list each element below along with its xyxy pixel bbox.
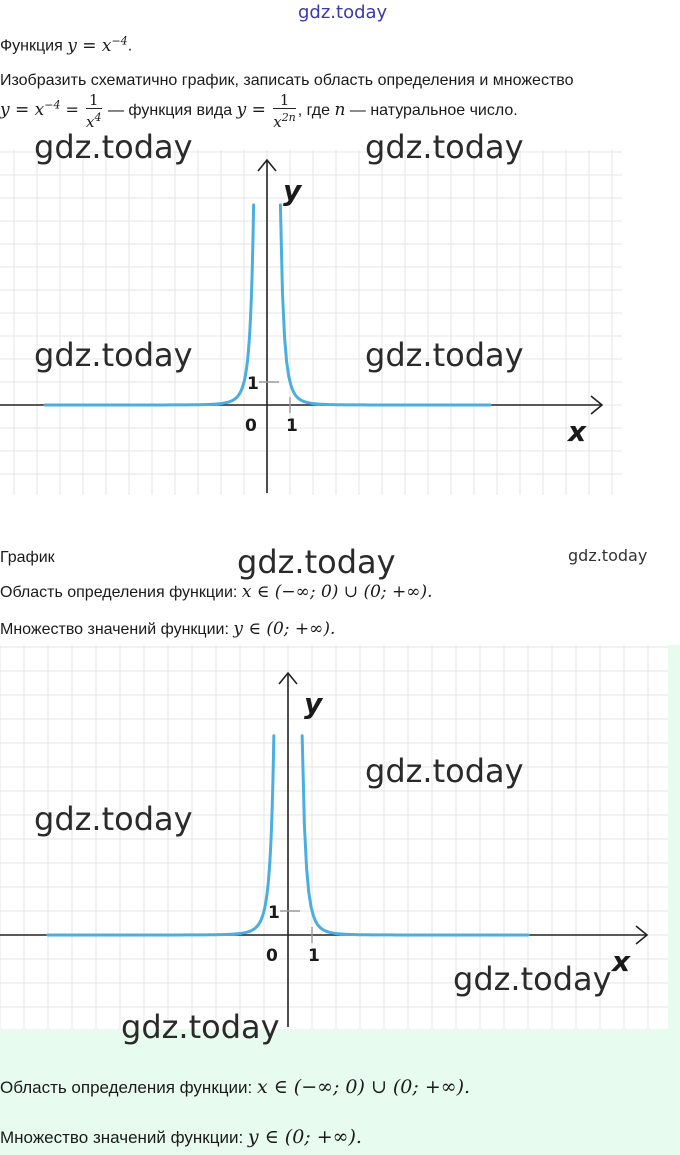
function-expression: $y = x^{-4}$ [67, 34, 128, 56]
range-label: Множество значений функции: [0, 1128, 248, 1147]
formula-tail-1: , где [297, 102, 335, 120]
watermark: gdz.today [121, 1008, 280, 1046]
function-prefix: Функция [0, 37, 63, 55]
y-axis-label: y [304, 687, 323, 720]
watermark: gdz.today [365, 336, 524, 374]
answer-domain-line [0, 1076, 470, 1098]
domain-math: x ∈ (−∞; 0) ∪ (0; +∞). [256, 1076, 471, 1098]
watermark: gdz.today [365, 752, 524, 790]
watermark: gdz.today [34, 128, 193, 166]
x-tick-label: 1 [286, 416, 298, 436]
domain-label: Область определения функции: [0, 584, 242, 601]
graph-1-svg [0, 150, 622, 495]
curve-right-branch [280, 205, 490, 405]
y-tick-label: 1 [247, 374, 259, 394]
watermark: gdz.today [237, 543, 396, 581]
fraction-1: $\frac{1}{x^4}$ [86, 91, 102, 131]
watermark: gdz.today [34, 336, 193, 374]
function-statement [0, 34, 132, 56]
origin-label: 0 [245, 416, 257, 436]
formula-line [0, 92, 518, 130]
answer-range-line [0, 1126, 362, 1148]
formula-mid: — функция вида [107, 102, 237, 120]
watermark-top: gdz.today [298, 2, 388, 23]
x-axis-label: x [612, 945, 631, 978]
y-axis-label: y [283, 174, 302, 207]
range-line [0, 619, 335, 639]
formula-left: $y = x^{-4}$ [0, 98, 61, 121]
watermark: gdz.today [365, 128, 524, 166]
function-end: . [127, 37, 133, 55]
fraction-2: $\frac{1}{x^{2n}}$ [273, 91, 296, 131]
task-text: Изобразить схематично график, записать область определения и множество [0, 72, 574, 89]
graph-1 [0, 150, 622, 495]
formula-n: n [334, 100, 346, 121]
formula-tail-2: — натуральное число. [345, 102, 518, 120]
curve-left-branch [45, 205, 254, 405]
origin-label: 0 [266, 946, 278, 966]
y-tick-label: 1 [268, 903, 280, 923]
domain-math: x ∈ (−∞; 0) ∪ (0; +∞). [241, 582, 433, 602]
formula-eq: = [60, 100, 85, 120]
domain-line [0, 582, 432, 602]
formula-y: y = [236, 100, 272, 121]
range-label: Множество значений функции: [0, 621, 234, 638]
x-axis-label: x [568, 415, 587, 448]
graph-caption: График [0, 549, 55, 566]
domain-label: Область определения функции: [0, 1078, 257, 1097]
range-math: y ∈ (0; +∞). [233, 619, 336, 639]
watermark-small: gdz.today [568, 546, 648, 565]
range-math: y ∈ (0; +∞). [247, 1126, 362, 1148]
x-tick-label: 1 [308, 946, 320, 966]
watermark: gdz.today [34, 800, 193, 838]
watermark: gdz.today [453, 960, 612, 998]
